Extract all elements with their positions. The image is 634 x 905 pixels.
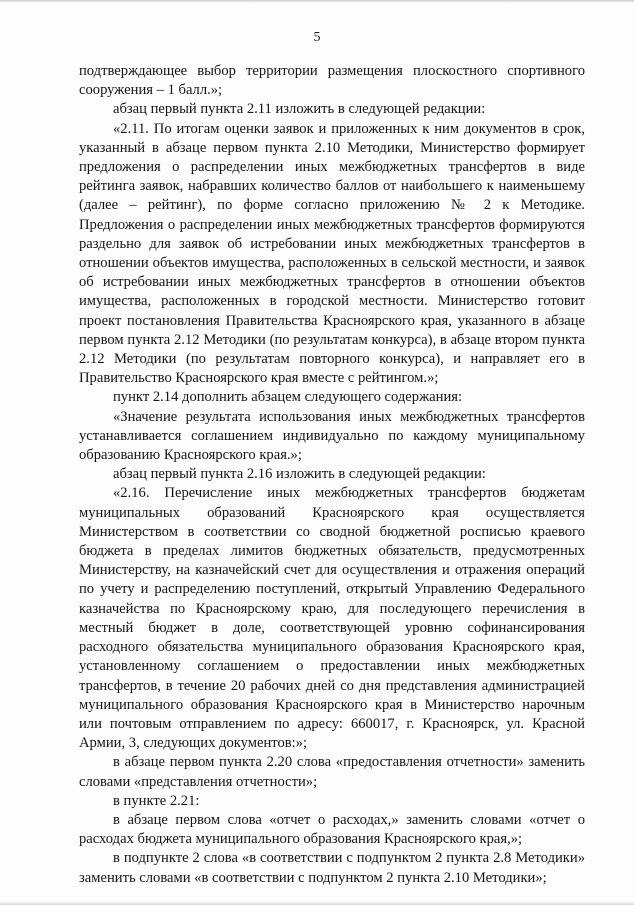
paragraph: в абзаце первом пункта 2.20 слова «предоставления отчетности» заменить словами «представления отчетности»; — [79, 754, 585, 790]
paragraph: пункт 2.14 дополнить абзацем следующего содержания: — [113, 389, 463, 406]
page-number: 5 — [313, 30, 321, 45]
paragraph: в пункте 2.21: — [113, 792, 200, 809]
paragraph: в абзаце первом слова «отчет о расходах,» заменить словами «отчет о расходах бюджета муниципального образования Красноярского края,»; — [79, 811, 585, 848]
paragraph: «2.11. По итогам оценки заявок и приложенных к ним документов в срок, указанный в абзаце первом пункта 2.10 Методики, Министерство формирует предложения о распределении иных межбюджетных трансфертов в виде рейтинга заявок, набравших количество баллов от наибольшего к наименьшему (далее – рейтинг), по форме согласно приложению № 2 к Методике. Предложения о распределении иных межбюджетных трансфертов формируются раздельно для заявок об истребовании иных межбюджетных трансфертов в отношении объектов имущества, расположенных в сельской местности, и заявок об истребовании иных межбюджетных трансфертов в отношении объектов имущества, расположенных в городской местности. Министерство готовит проект постановления Правительства Красноярского края, указанного в абзаце первом пункта 2.12 Методики (по результатам конкурса), в абзаце втором пункта 2.12 Методики (по результатам повторного конкурса), и направляет его в Правительство Красноярского края вместе с рейтингом.»; — [79, 120, 585, 387]
scan-edge-bottom — [0, 901, 634, 905]
paragraph: «Значение результата использования иных межбюджетных трансфертов устанавливается соглашением индивидуально по каждому муниципальному образованию Красноярского края.»; — [79, 408, 585, 464]
paragraph: в подпункте 2 слова «в соответствии с подпунктом 2 пункта 2.8 Методики» заменить словами «в соответствии с подпунктом 2 пункта 2.10 Методики»; — [79, 850, 585, 886]
scan-edge-top — [0, 0, 634, 3]
paragraph: подтверждающее выбор территории размещения плоскостного спортивного сооружения – 1 балл.»; — [79, 63, 585, 99]
paragraph: абзац первый пункта 2.11 изложить в следующей редакции: — [113, 101, 486, 118]
paragraph: абзац первый пункта 2.16 изложить в следующей редакции: — [113, 466, 486, 483]
document-body — [79, 62, 585, 888]
paragraph: «2.16. Перечисление иных межбюджетных трансфертов бюджетам муниципальных образований Красноярского края осуществляется Министерством в соответствии со сводной бюджетной росписью краевого бюджета в пределах лимитов бюджетных обязательств, предусмотренных Министерству, на казначейский счет для осуществления и отражения операций по учету и распределению поступлений, открытый Управлению Федерального казначейства по Красноярскому краю, для последующего перечисления в местный бюджет в доле, соответствующей уровню софинансирования расходного обязательства муниципального образования Красноярского края, установленному соглашением о предоставлении иных межбюджетных трансфертов, в течение 20 рабочих дней со дня представления администрацией муниципального образования Красноярского края в Министерство нарочным или почтовым отправлением по адресу: 660017, г. Красноярск, ул. Красной Армии, 3, следующих документов:»; — [79, 485, 585, 752]
